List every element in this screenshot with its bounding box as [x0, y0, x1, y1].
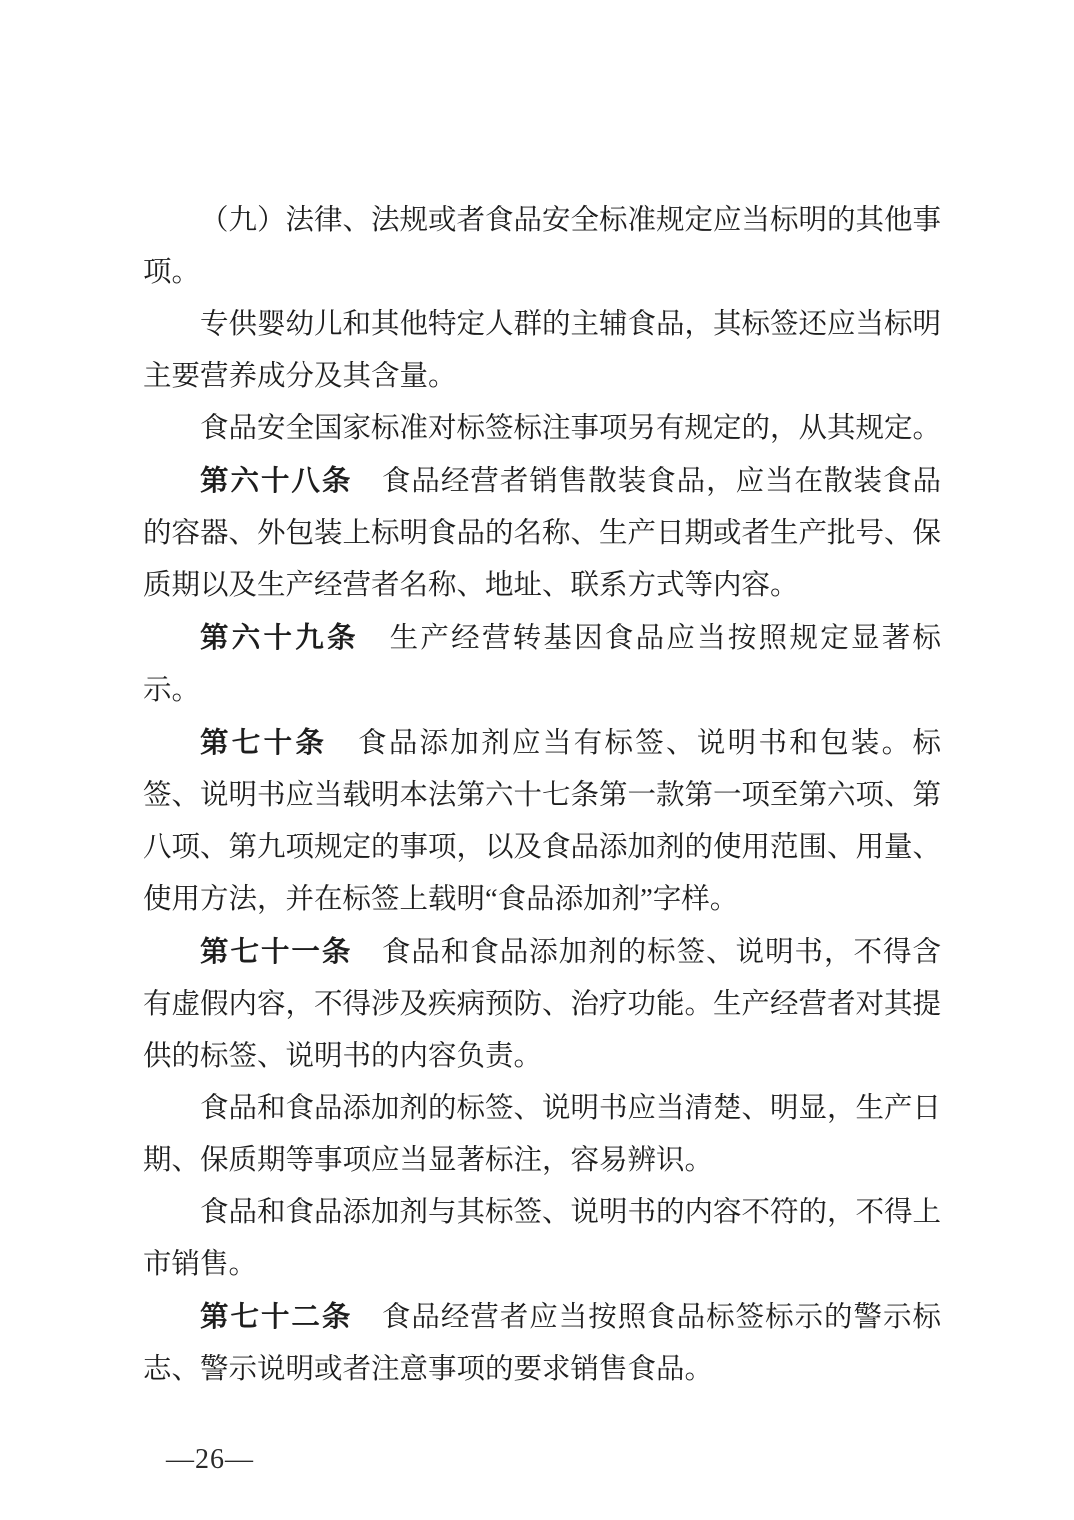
paragraph-text: 食品经营者应当按照食品标签标示的警示标志、警示说明或者注意事项的要求销售食品。	[143, 1302, 941, 1385]
body-paragraph	[143, 1083, 941, 1187]
article-number: 第七十二条	[200, 1301, 353, 1333]
paragraph-text: 食品和食品添加剂与其标签、说明书的内容不符的，不得上市销售。	[143, 1197, 942, 1280]
page-number-text: —26—	[166, 1444, 254, 1475]
article-paragraph	[143, 1291, 941, 1396]
article-number: 第六十九条	[200, 622, 359, 654]
paragraph-text: （九）法律、法规或者食品安全标准规定应当标明的其他事项。	[143, 205, 942, 288]
paragraph-text: 生产经营转基因食品应当按照规定显著标示。	[143, 623, 941, 706]
article-number: 第七十条	[200, 727, 328, 759]
article-paragraph	[143, 926, 941, 1083]
article-paragraph	[143, 612, 941, 717]
paragraph-text: 食品和食品添加剂的标签、说明书应当清楚、明显，生产日期、保质期等事项应当显著标注，容易辨识。	[143, 1093, 942, 1176]
article-paragraph	[143, 717, 941, 926]
paragraph-text: 专供婴幼儿和其他特定人群的主辅食品，其标签还应当标明主要营养成分及其含量。	[143, 309, 942, 392]
article-number: 第七十一条	[200, 936, 353, 968]
document-body	[143, 195, 941, 1396]
paragraph-text: 食品和食品添加剂的标签、说明书，不得含有虚假内容，不得涉及疾病预防、治疗功能。生产经营者对其提供的标签、说明书的内容负责。	[143, 937, 942, 1072]
page-number	[166, 1442, 254, 1478]
paragraph-text: 食品经营者销售散装食品，应当在散装食品的容器、外包装上标明食品的名称、生产日期或者生产批号、保质期以及生产经营者名称、地址、联系方式等内容。	[143, 466, 942, 601]
body-paragraph	[143, 299, 941, 403]
article-number: 第六十八条	[200, 465, 353, 497]
body-paragraph	[143, 403, 941, 455]
paragraph-text: 食品安全国家标准对标签标注事项另有规定的，从其规定。	[200, 413, 942, 444]
article-paragraph	[143, 455, 941, 612]
body-paragraph	[143, 195, 941, 299]
paragraph-text: 食品添加剂应当有标签、说明书和包装。标签、说明书应当载明本法第六十七条第一款第一项至第六项、第八项、第九项规定的事项，以及食品添加剂的使用范围、用量、使用方法，并在标签上载明“食品添加剂”字样。	[143, 728, 942, 915]
body-paragraph	[143, 1187, 941, 1291]
